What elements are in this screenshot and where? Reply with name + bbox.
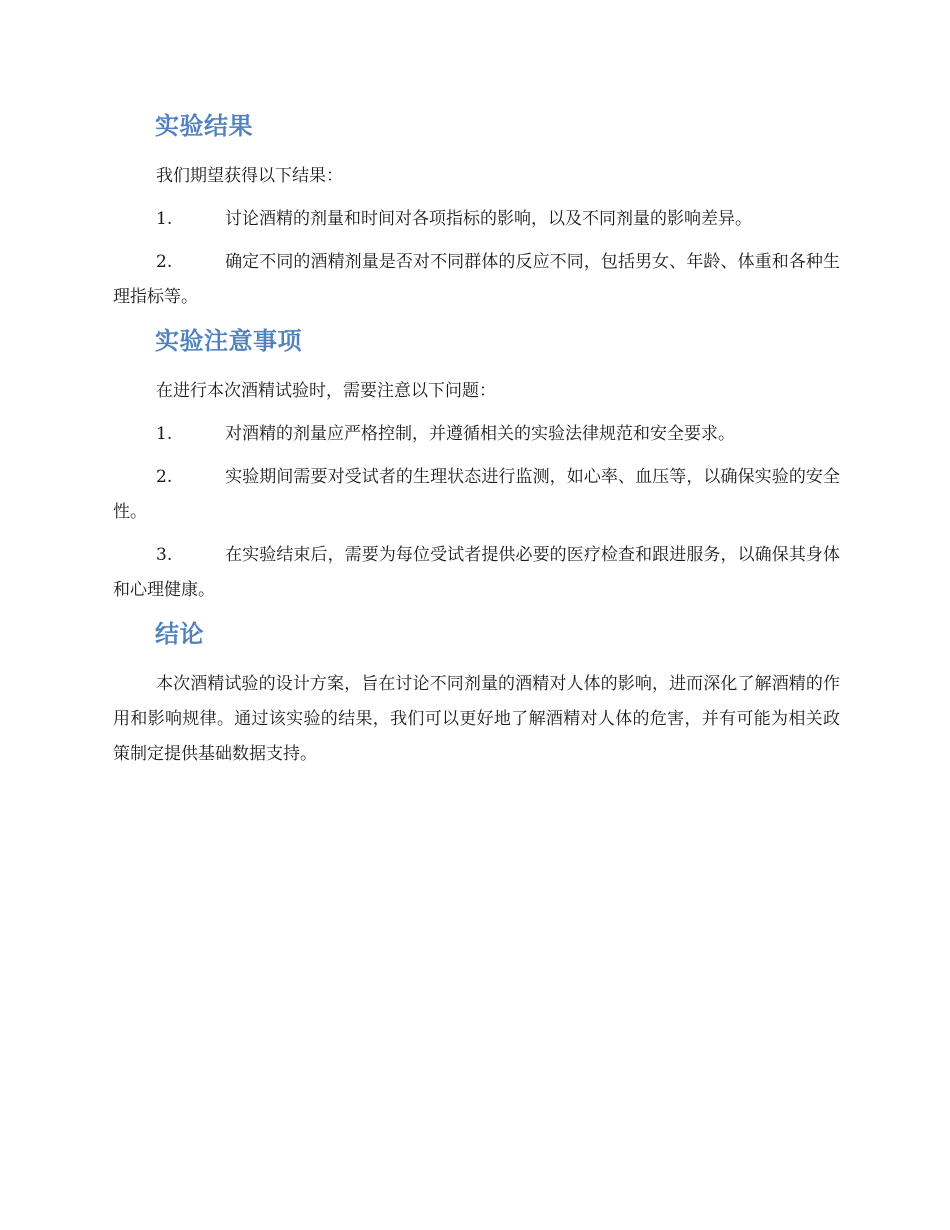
list-item-number: 2. [156, 467, 173, 487]
list-item-number: 1. [156, 209, 173, 229]
list-item [113, 538, 840, 608]
list-item [113, 202, 840, 237]
list-item-text: 对酒精的剂量应严格控制，并遵循相关的实验法律规范和安全要求。 [225, 424, 735, 444]
list-item-number: 1. [156, 424, 173, 444]
document-content [113, 108, 840, 772]
list-item-number: 3. [156, 545, 173, 565]
list-item-text: 讨论酒精的剂量和时间对各项指标的影响，以及不同剂量的影响差异。 [225, 209, 752, 229]
section-precautions [113, 323, 840, 608]
section-results [113, 108, 840, 315]
section-conclusion [113, 616, 840, 772]
section-lead-precautions: 在进行本次酒精试验时，需要注意以下问题： [156, 381, 496, 401]
list-item [113, 245, 840, 315]
list-item [113, 417, 840, 452]
conclusion-paragraph: 本次酒精试验的设计方案，旨在讨论不同剂量的酒精对人体的影响，进而深化了解酒精的作用和影响规律。通过该实验的结果，我们可以更好地了解酒精对人体的危害，并有可能为相关政策制定提供基础数据支持。 [113, 674, 840, 764]
list-item-text: 确定不同的酒精剂量是否对不同群体的反应不同，包括男女、年龄、体重和各种生理指标等。 [113, 252, 840, 307]
list-item [113, 460, 840, 530]
section-lead-results: 我们期望获得以下结果： [156, 166, 343, 186]
section-heading-conclusion: 结论 [155, 620, 204, 648]
list-item-text: 在实验结束后，需要为每位受试者提供必要的医疗检查和跟进服务，以确保其身体和心理健康。 [113, 545, 840, 600]
list-item-number: 2. [156, 252, 173, 272]
section-heading-precautions: 实验注意事项 [155, 327, 302, 355]
list-item-text: 实验期间需要对受试者的生理状态进行监测，如心率、血压等，以确保实验的安全性。 [113, 467, 840, 522]
section-heading-results: 实验结果 [155, 112, 253, 140]
